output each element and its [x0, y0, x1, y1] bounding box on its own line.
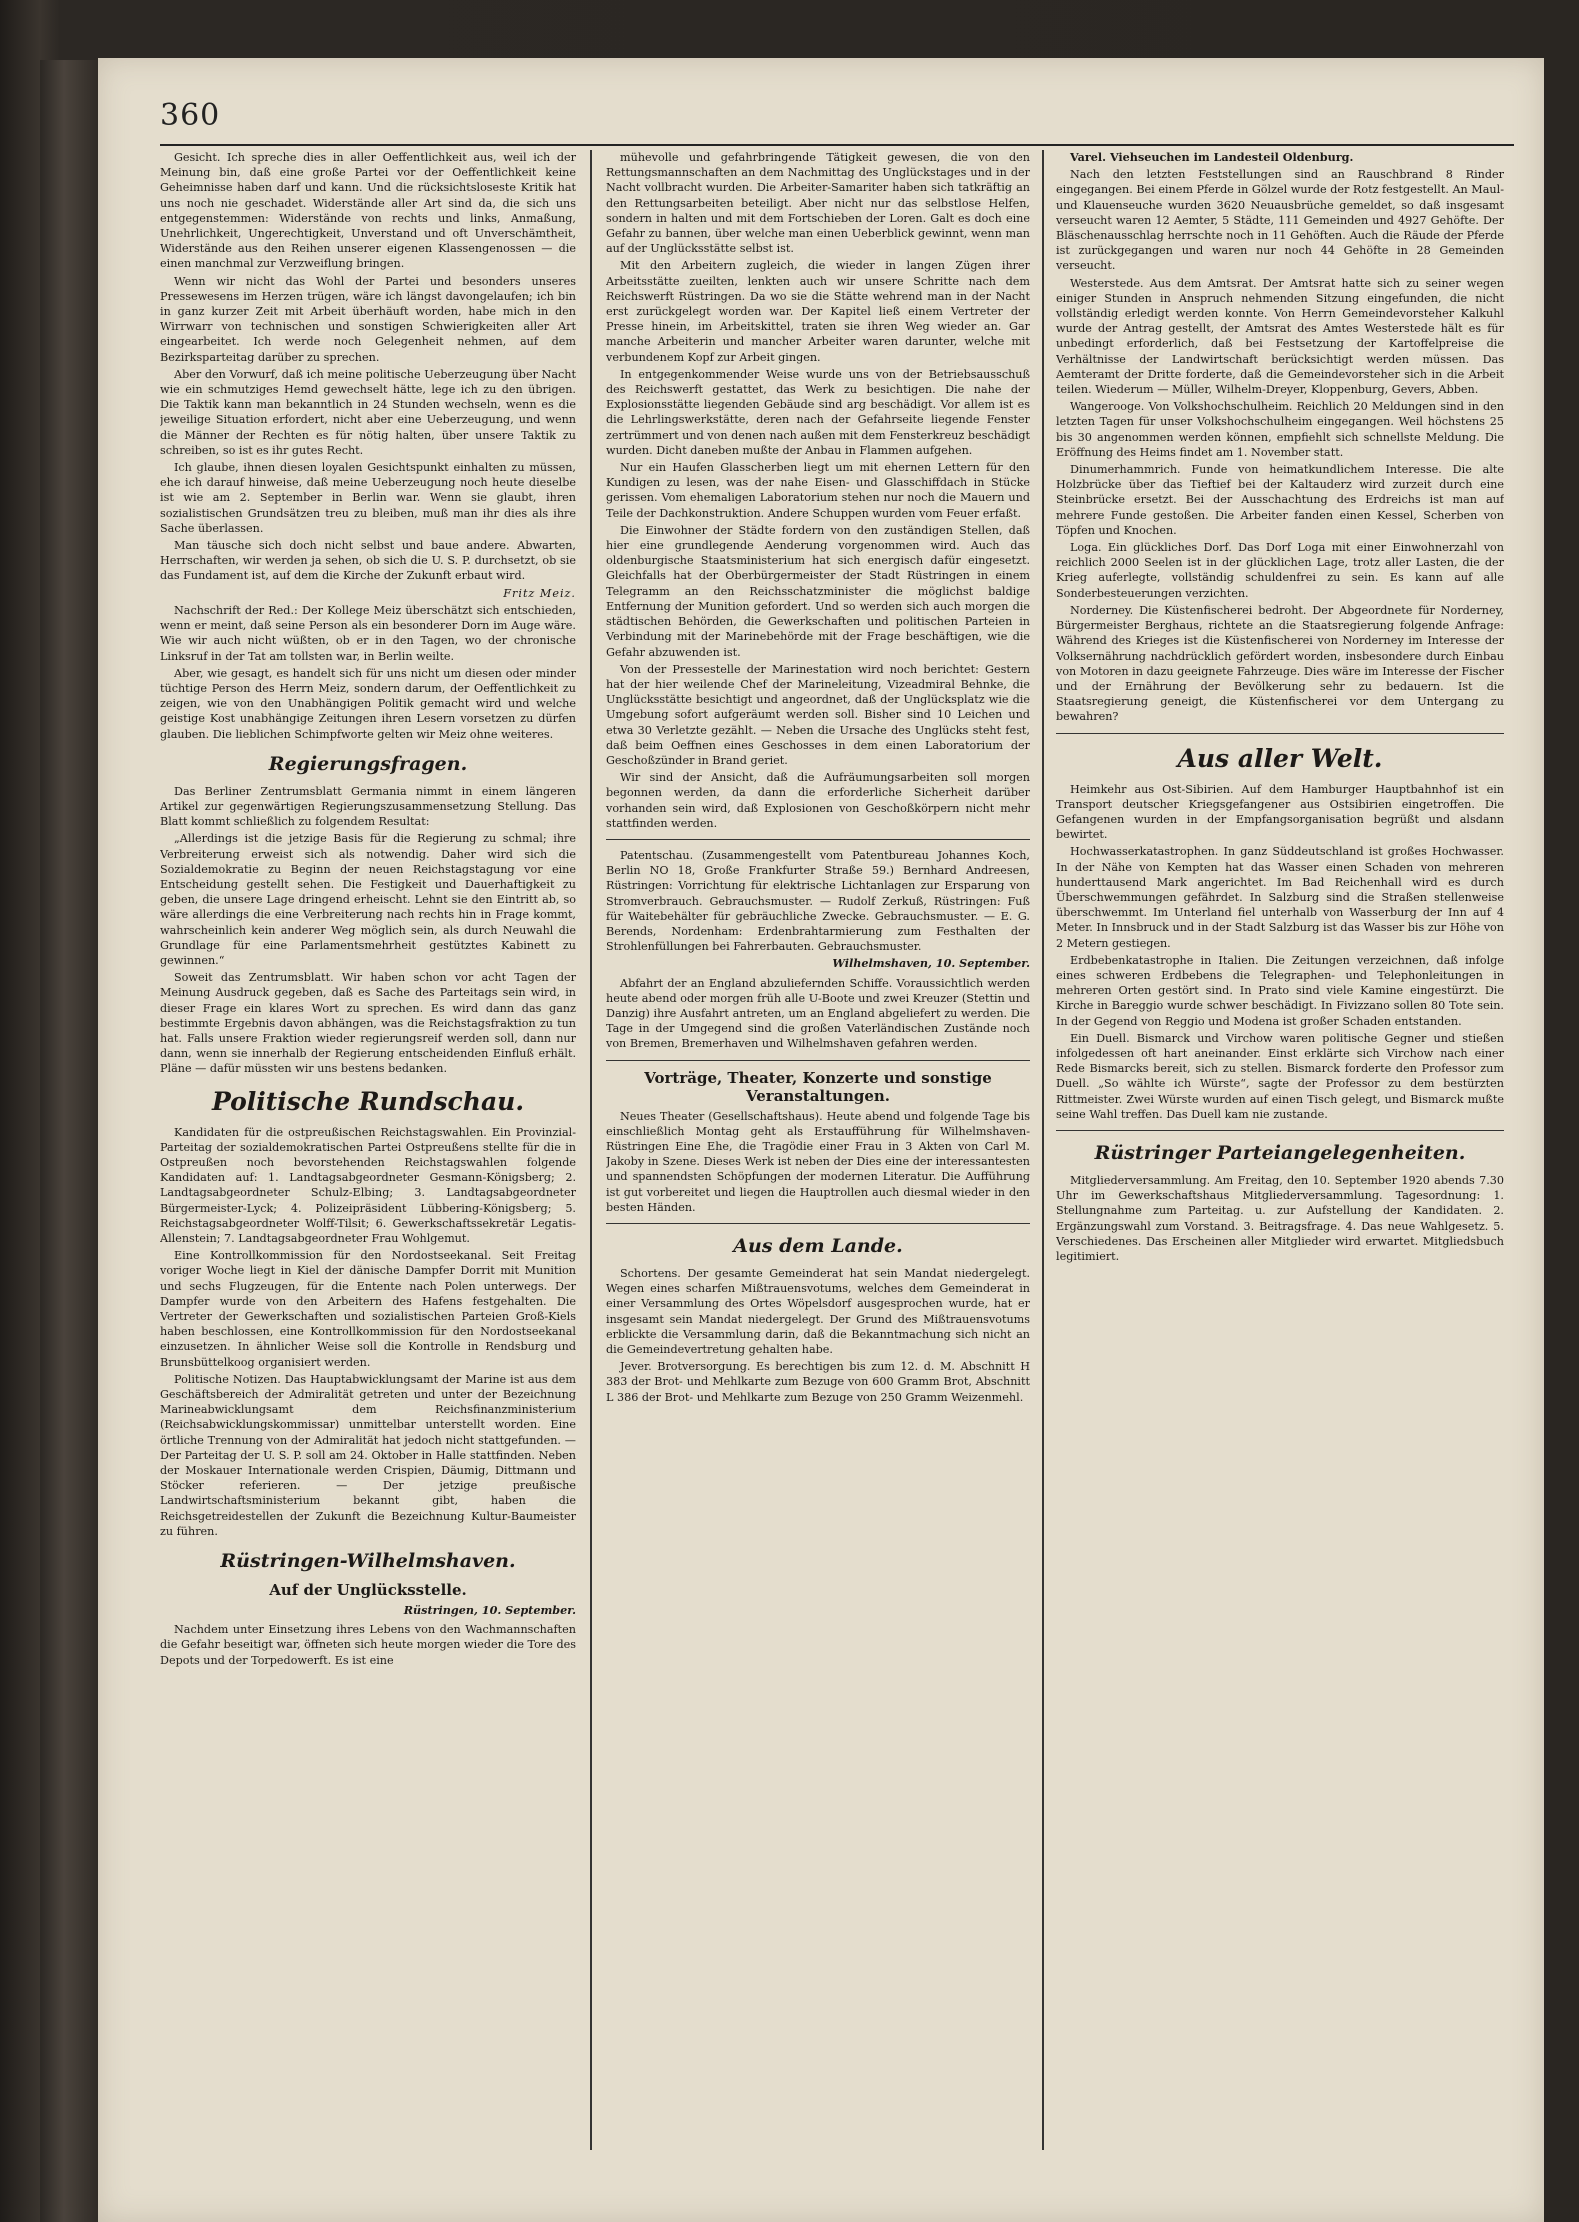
article-paragraph: Ein Duell. Bismarck und Virchow waren politische Gegner und stießen infolgedessen oft hart aneinander. Einst erklärte sich Virchow nach einer Rede Bismarcks bereit, sich zu stellen. Bismarck forderte den Professor zum Duell. „So wählte ich Würste“, sagte der Professor zu dem bestürzten Rittmeister. Zwei Würste wurden auf einen Tisch gelegt, und Bismarck mußte seine Wahl treffen. Das Duell kam nie zustande.: [1056, 1031, 1504, 1121]
section-divider: [1056, 733, 1504, 734]
section-heading: Rüstringer Parteiangelegenheiten.: [1094, 1141, 1466, 1164]
article-paragraph: Wir sind der Ansicht, daß die Aufräumungsarbeiten soll morgen begonnen werden, da dann die erforderliche Sicherheit darüber vorhanden sein wird, daß Explosionen von Geschoßkörpern nicht mehr stattfinden werden.: [606, 771, 1030, 830]
book-binding: [40, 60, 100, 2222]
article-paragraph: Mitgliederversammlung. Am Freitag, den 10. September 1920 abends 7.30 Uhr im Gewerkschaftshaus Mitgliederversammlung. Tagesordnung: 1. Stellungnahme zum Parteitag. u. zur Aufstellung der Kandidaten. 2. Ergänzungswahl zum Vorstand. 3. Beitragsfrage. 4. Das neue Wahlgesetz. 5. Verschiedenes. Das Erscheinen aller Mitglieder wird erwartet. Mitgliedsbuch legitimiert.: [1056, 1173, 1504, 1263]
page-number: 360: [160, 98, 221, 133]
section-divider: [606, 1060, 1030, 1061]
article-paragraph: Schortens. Der gesamte Gemeinderat hat sein Mandat niedergelegt. Wegen eines scharfen Mißtrauensvotums, welches dem Gemeinderat in einer Versammlung des Ortes Wöpelsdorf ausgesprochen wurde, hat er insgesamt sein Mandat niedergelegt. Der Grund des Mißtrauensvotums erblickte die Versammlung darin, daß die Bekanntmachung sich nicht an die Gemeindevertretung gehalten habe.: [606, 1267, 1030, 1357]
article-paragraph: Kandidaten für die ostpreußischen Reichstagswahlen. Ein Provinzial-Parteitag der sozialdemokratischen Partei Ostpreußens stellte für die in Ostpreußen noch bevorstehenden Reichstagswahlen folgende Kandidaten auf: 1. Landtagsabgeordneter Gesmann-Königsberg; 2. Landtagsabgeordneter Schulz-Elbing; 3. Landtagsabgeordneter Bürgermeister-Lyck; 4. Polizeipräsident Lübbering-Königsberg; 5. Reichstagsabgeordneter Wolff-Tilsit; 6. Gewerkschaftssekretär Legatis-Allenstein; 7. Landtagsabgeordneter Frau Wohlgemut.: [160, 1125, 576, 1245]
editorial-note: Aber, wie gesagt, es handelt sich für uns nicht um diesen oder minder tüchtige Person des Herrn Meiz, sondern darum, der Oeffentlichkeit zu zeigen, wie von den Unabhängigen Politik gemacht wird und welche geistige Kost unabhängige Zeitungen ihren Lesern vorsetzen zu dürfen glauben. Die lieblichen Schimpfworte gelten wir Meiz ohne weiteres.: [160, 666, 576, 741]
article-paragraph: Neues Theater (Gesellschaftshaus). Heute abend und folgende Tage bis einschließlich Montag geht als Erstaufführung für Wilhelmshaven-Rüstringen Eine Ehe, die Tragödie einer Frau in 3 Akten von Carl M. Jakoby in Szene. Dieses Werk ist neben der Dies eine der interessantesten und spannendsten Schöpfungen der modernen Literatur. Die Aufführung ist gut vorbereitet und liegen die Hauptrollen auch diesmal wieder in den besten Händen.: [606, 1109, 1030, 1214]
article-paragraph: Mit den Arbeitern zugleich, die wieder in langen Zügen ihrer Arbeitsstätte zueilten, lenkten auch wir unsere Schritte nach dem Reichswerft Rüstringen. Da wo sie die Stätte wehrend man in der Nacht erst zurückgelegt worden war. Der Kapitel ließ einem Vertreter der Presse hinein, im Arbeitskittel, traten sie ihren Weg wieder an. Gar manche Arbeiterin und mancher Arbeiter waren darunter, welche mit verbundenem Kopf zur Arbeit gingen.: [606, 259, 1030, 364]
section-divider: [606, 1223, 1030, 1224]
article-paragraph: Politische Notizen. Das Hauptabwicklungsamt der Marine ist aus dem Geschäftsbereich der Admiralität getreten und unter der Bezeichnung Marineabwicklungsamt dem Reichsfinanzministerium (Reichsabwicklungskommissar) unmittelbar unterstellt worden. Eine örtliche Trennung von der Admiralität hat jedoch nicht stattgefunden. — Der Parteitag der U. S. P. soll am 24. Oktober in Halle stattfinden. Neben der Moskauer Internationale werden Crispien, Däumig, Dittmann und Stöcker referieren. — Der jetzige preußische Landwirtschaftsministerium bekannt gibt, haben die Reichsgetreidestellen der Zukunft die Bezeichnung Kultur-Baumeister zu führen.: [160, 1372, 576, 1538]
column-middle: [606, 150, 1030, 2170]
dateline: Rüstringen, 10. September.: [403, 1603, 576, 1618]
column-rule: [590, 150, 592, 2150]
article-paragraph: Norderney. Die Küstenfischerei bedroht. Der Abgeordnete für Norderney, Bürgermeister Berghaus, richtete an die Staatsregierung folgende Anfrage: Während des Krieges ist die Küstenfischerei von Norderney im Interesse der Volksernährung nachdrücklich gefördert worden, insbesondere durch Einbau von Motoren in dazu geeignete Fahrzeuge. Dies wäre im Interesse der Fischer und der Ernährung der Bevölkerung sehr zu bedauern. Ist die Staatsregierung geneigt, die Küstenfischerei vor dem Untergang zu bewahren?: [1056, 603, 1504, 724]
article-paragraph: Loga. Ein glückliches Dorf. Das Dorf Loga mit einer Einwohnerzahl von reichlich 2000 Seelen ist in der glücklichen Lage, trotz aller Lasten, die der Krieg auferlegte, vollständig schuldenfrei zu sein. Es kann auf alle Sonderbesteuerungen verzichten.: [1056, 541, 1504, 600]
header-rule: [160, 144, 1514, 146]
article-paragraph: Westerstede. Aus dem Amtsrat. Der Amtsrat hatte sich zu seiner wegen einiger Stunden in Anspruch nehmenden Sitzung eingefunden, die nicht vollständig erledigt werden konnte. Von Herrn Gemeindevorsteher Kalkuhl wurde der Antrag gestellt, der Amtsrat des Amtes Westerstede hält es für unbedingt erforderlich, daß bei Festsetzung der Kartoffelpreise die Verhältnisse der Landwirtschaft berücksichtigt werden müssen. Das Aemteramt der Dritte forderte, daß die Gemeindevorsteher sich in die Arbeit teilen. Wiederum — Müller, Wilhelm-Dreyer, Kloppenburg, Gevers, Abben.: [1056, 276, 1504, 397]
patent-notice: Patentschau. (Zusammengestellt vom Patentbureau Johannes Koch, Berlin NO 18, Große Frankfurter Straße 59.) Bernhard Andreesen, Rüstringen: Vorrichtung für elektrische Lichtanlagen zur Ersparung von Stromverbrauch. Gebrauchsmuster. — Rudolf Zerkuß, Rüstringen: Fuß für Waitebehälter für gebräuchliche Zwecke. Gebrauchsmuster. — E. G. Berends, Nordenham: Erdenbrahtarmierung zum Festhalten der Strohlenfüllungen bei Fahrerbauten. Gebrauchsmuster.: [606, 848, 1030, 954]
article-paragraph: Aber den Vorwurf, daß ich meine politische Ueberzeugung über Nacht wie ein schmutziges Hemd gewechselt hätte, lege ich zu den übrigen. Die Taktik kann man bekanntlich in 24 Stunden wechseln, wenn es die jeweilige Situation erfordert, nicht aber eine Ueberzeugung, und wenn die Männer der Rechten es für nötig halten, über unsere Taktik zu schreiben, so ist es ihr gutes Recht.: [160, 367, 576, 457]
article-paragraph: Heimkehr aus Ost-Sibirien. Auf dem Hamburger Hauptbahnhof ist ein Transport deutscher Kriegsgefangener aus Ostsibirien eingetroffen. Die Gefangenen wurden in der Empfangsorganisation begrüßt und alsdann bewirtet.: [1056, 782, 1504, 842]
section-heading: Politische Rundschau.: [211, 1086, 525, 1116]
section-divider: [1056, 1130, 1504, 1131]
article-paragraph: Die Einwohner der Städte fordern von den zuständigen Stellen, daß hier eine grundlegende Aenderung vorgenommen wird. Auch das oldenburgische Staatsministerium hat sich energisch dafür eingesetzt. Gleichfalls hat der Oberbürgermeister der Stadt Rüstringen in einem Telegramm an den Reichsschatzminister die möglichst baldige Entfernung der Munition gefordert. Und so werden sich auch morgen die städtischen Behörden, die Gewerkschaften und politischen Parteien in Verbindung mit der Marinebehörde mit der Frage beschäftigen, wie die Gefahr abzuwenden ist.: [606, 523, 1030, 659]
article-paragraph: Eine Kontrollkommission für den Nordostseekanal. Seit Freitag voriger Woche liegt in Kiel der dänische Dampfer Dorrit mit Munition und sechs Flugzeugen, für die Entente nach Polen unterwegs. Der Dampfer wurde von den Arbeitern des Hafens festgehalten. Die Vertreter der Gewerkschaften und sozialistischen Parteien Groß-Kiels haben beschlossen, eine Kontrollkommission für den Nordostseekanal einzusetzen. In ähnlicher Weise soll die Kontrolle in Rendsburg und Brunsbüttelkoog organisiert werden.: [160, 1249, 576, 1369]
article-paragraph: Das Berliner Zentrumsblatt Germania nimmt in einem längeren Artikel zur gegenwärtigen Regierungszusammensetzung Stellung. Das Blatt kommt schließlich zu folgendem Resultat:: [160, 784, 576, 829]
article-paragraph: Soweit das Zentrumsblatt. Wir haben schon vor acht Tagen der Meinung Ausdruck gegeben, daß es Sache des Parteitags sein wird, in dieser Frage ein klares Wort zu sprechen. Es wird dann das ganz bestimmte Ergebnis davon abhängen, was die Reichstagsfraktion zu tun hat. Falls unsere Fraktion wieder regierungsreif werden soll, dann nur dann, wenn sie innerhalb der Regierung entscheidenden Einfluß erhält. Pläne — dafür müssten wir uns bestens bedanken.: [160, 971, 576, 1076]
article-paragraph: In entgegenkommender Weise wurde uns von der Betriebsausschuß des Reichswerft gestattet, das Werk zu besichtigen. Die nahe der Explosionsstätte liegenden Gebäude sind arg beschädigt. Vor allem ist es die Lehrlingswerkstätte, deren nach der Gefahrseite liegende Fenster zertrümmert und von denen nach außen mit dem Fensterkreuz beschädigt wurden. Dicht daneben mußte der Anbau in Flammen aufgehen.: [606, 367, 1030, 457]
section-heading: Aus dem Lande.: [733, 1235, 903, 1257]
dateline: Wilhelmshaven, 10. September.: [832, 956, 1030, 971]
article-paragraph: Abfahrt der an England abzuliefernden Schiffe. Voraussichtlich werden heute abend oder morgen früh alle U-Boote und zwei Kreuzer (Stettin und Danzig) ihre Ausfahrt antreten, um an England abgeliefert zu werden. Die Tage in der Umgegend sind die großen Vaterländischen Zustände noch von Bremen, Bremerhaven und Wilhelmshaven gefahren werden.: [606, 976, 1030, 1051]
article-paragraph: Ich glaube, ihnen diesen loyalen Gesichtspunkt einhalten zu müssen, ehe ich darauf hinweise, daß meine Ueberzeugung noch heute dieselbe ist wie am 2. September in Berlin war. Wenn sie glaubt, ihren sozialistischen Grundsätzen treu zu bleiben, muß man ihr dies als ihre Sache überlassen.: [160, 461, 576, 535]
article-paragraph: Dinumerhammrich. Funde von heimatkundlichem Interesse. Die alte Holzbrücke über das Tieftief bei der Kaltauderz wird zurzeit durch eine Steinbrücke ersetzt. Bei der Ausschachtung des Erdreichs ist man auf mehrere Funde gestoßen. Die Arbeiter fanden einen Kessel, Scherben von Töpfen und Knochen.: [1056, 463, 1504, 537]
section-heading: Regierungsfragen.: [268, 752, 468, 775]
article-paragraph: Nachdem unter Einsetzung ihres Lebens von den Wachmannschaften die Gefahr beseitigt war, öffneten sich heute morgen wieder die Tore des Depots und der Torpedowerft. Es ist eine: [160, 1623, 576, 1667]
section-heading: Vorträge, Theater, Konzerte und sonstige Veranstaltungen.: [644, 1068, 992, 1105]
column-left: [160, 150, 576, 2170]
article-paragraph: „Allerdings ist die jetzige Basis für die Regierung zu schmal; ihre Verbreiterung erweist sich als notwendig. Daher wird sich die Sozialdemokratie zu Beginn der neuen Reichstagstagung vor eine Entscheidung gestellt sehen. Die Festigkeit und Dauerhaftigkeit zu geben, die unsere Lage dringend erheischt. Lehnt sie den Eintritt ab, so wäre allerdings die eine Verbreiterung nach rechts hin in Frage kommt, wahrscheinlich kein anderer Weg möglich sein, als durch Neuwahl die Grundlage für eine Parlamentsmehrheit gestütztes Kabinett zu gewinnen.“: [160, 832, 576, 967]
section-heading: Aus aller Welt.: [1177, 743, 1383, 773]
article-paragraph: Erdbebenkatastrophe in Italien. Die Zeitungen verzeichnen, daß infolge eines schweren Erdbebens die Telegraphen- und Telephonleitungen in mehreren Orten gestört sind. In Prato sind viele Kamine eingestürzt. Die Kirche in Bareggio wurde schwer beschädigt. In Fivizzano sollen 80 Tote sein. In der Gegend von Reggio und Modena ist großer Schaden entstanden.: [1056, 953, 1504, 1028]
section-heading: Rüstringen-Wilhelmshaven.: [220, 1550, 516, 1573]
editorial-note: Nachschrift der Red.: Der Kollege Meiz überschätzt sich entschieden, wenn er meint, daß seine Person als ein besonderer Dorn im Auge wäre. Wie wir auch nicht wüßten, ob er in den Tagen, wo der chronische Linksruf in der Tat am tollsten war, in Berlin weilte.: [160, 603, 576, 663]
column-right: [1056, 150, 1504, 2170]
article-paragraph: Wenn wir nicht das Wohl der Partei und besonders unseres Pressewesens im Herzen trügen, wäre ich längst davongelaufen; ich bin in ganz kurzer Zeit mit Arbeit überhäuft worden, habe mich in den Wirrwarr von technischen und sonstigen Schwierigkeiten aller Art eingearbeitet. Ich werde noch Gelegenheit nehmen, auf dem Bezirksparteitag darüber zu sprechen.: [160, 274, 576, 364]
article-paragraph: Gesicht. Ich spreche dies in aller Oeffentlichkeit aus, weil ich der Meinung bin, daß eine große Partei vor der Oeffentlichkeit keine Geheimnisse haben darf und kann. Und die rücksichtsloseste Kritik hat uns noch nie geschadet. Widerstände aller Art sind da, die sich uns entgegenstemmen: Widerstände von rechts und links, Anmaßung, Unehrlichkeit, Ungerechtigkeit, Unverstand und oft Unverschämtheit, Widerstände aus den Reihen unserer eigenen Klassengenossen — die einen manchmal zur Verzweiflung bringen.: [160, 151, 576, 271]
section-divider: [606, 839, 1030, 840]
article-paragraph: Nach den letzten Feststellungen sind an Rauschbrand 8 Rinder eingegangen. Bei einem Pferde in Gölzel wurde der Rotz festgestellt. An Maul- und Klauenseuche wurden 3620 Neuausbrüche gemeldet, so daß insgesamt verseucht waren 12 Aemter, 5 Städte, 111 Gemeinden und 4927 Gehöfte. Der Bläschenausschlag herrschte noch in 11 Gehöften. Auch die Räude der Pferde ist zurückgegangen und waren nur noch 44 Gehöfte in 28 Gemeinden verseucht.: [1056, 168, 1504, 273]
article-paragraph: Jever. Brotversorgung. Es berechtigen bis zum 12. d. M. Abschnitt H 383 der Brot- und Mehlkarte zum Bezuge von 600 Gramm Brot, Abschnitt L 386 der Brot- und Mehlkarte zum Bezuge von 250 Gramm Weizenmehl.: [606, 1360, 1030, 1404]
article-paragraph: Von der Pressestelle der Marinestation wird noch berichtet: Gestern hat der hier weilende Chef der Marineleitung, Vizeadmiral Behnke, die Unglücksstätte besichtigt und angeordnet, daß der Unglücksplatz wie die Umgebung sofort aufgeräumt werden soll. Bisher sind 10 Leichen und etwa 30 Verletzte gezählt. — Neben die Ursache des Unglücks steht fest, daß beim Oeffnen eines Geschosses in dem einen Laboratorium der Geschoßzünder in Brand geriet.: [606, 662, 1030, 767]
article-paragraph: Nur ein Haufen Glasscherben liegt um mit ehernen Lettern für den Kundigen zu lesen, was der nahe Eisen- und Glasschiffdach in Stücke gerissen. Vom ehemaligen Laboratorium stehen nur noch die Mauern und Teile der Dachkonstruktion. Andere Schuppen wurden vom Feuer erfaßt.: [606, 461, 1030, 520]
author-signature: Fritz Meiz.: [503, 586, 576, 600]
newspaper-page: [98, 58, 1544, 2222]
article-paragraph: mühevolle und gefahrbringende Tätigkeit gewesen, die von den Rettungsmannschaften an dem Nachmittag des Unglückstages und in der Nacht vollbracht wurden. Die Arbeiter-Samariter haben sich tatkräftig an den Rettungsarbeiten beteiligt. Aber nicht nur das selbstlose Helfen, sondern in halten und mit dem Fortschieben der Loren. Galt es doch eine Gefahr zu bannen, über welche man einen Ueberblick gewinnt, wenn man auf der Unglücksstätte selbst ist.: [606, 151, 1030, 256]
article-paragraph: Wangerooge. Von Volkshochschulheim. Reichlich 20 Meldungen sind in den letzten Tagen für unser Volkshochschulheim eingegangen. Weil höchstens 25 bis 30 angenommen werden können, empfiehlt sich schnellste Meldung. Die Eröffnung des Heims findet am 1. November statt.: [1056, 400, 1504, 459]
article-paragraph: Man täusche sich doch nicht selbst und baue andere. Abwarten, Herrschaften, wir werden ja sehen, ob sich die U. S. P. durchsetzt, ob sie das Fundament ist, auf dem die Kirche der Zukunft erbaut wird.: [160, 539, 576, 583]
article-paragraph: Hochwasserkatastrophen. In ganz Süddeutschland ist großes Hochwasser. In der Nähe von Kempten hat das Wasser einen Schaden von mehreren hunderttausend Mark angerichtet. Im Bad Reichenhall wird es durch Überschwemmungen gefährdet. In Salzburg sind die Straßen stellenweise überschwemmt. Im Unterland fiel unterhalb von Wasserburg der Inn auf 4 Meter. In Innsbruck und in der Stadt Salzburg ist das Wasser bis zur Höhe von 2 Metern gestiegen.: [1056, 845, 1504, 950]
article-heading: Auf der Unglücksstelle.: [269, 1581, 467, 1600]
column-rule: [1042, 150, 1044, 2150]
article-heading: Varel. Viehseuchen im Landesteil Oldenburg.: [1070, 150, 1354, 164]
